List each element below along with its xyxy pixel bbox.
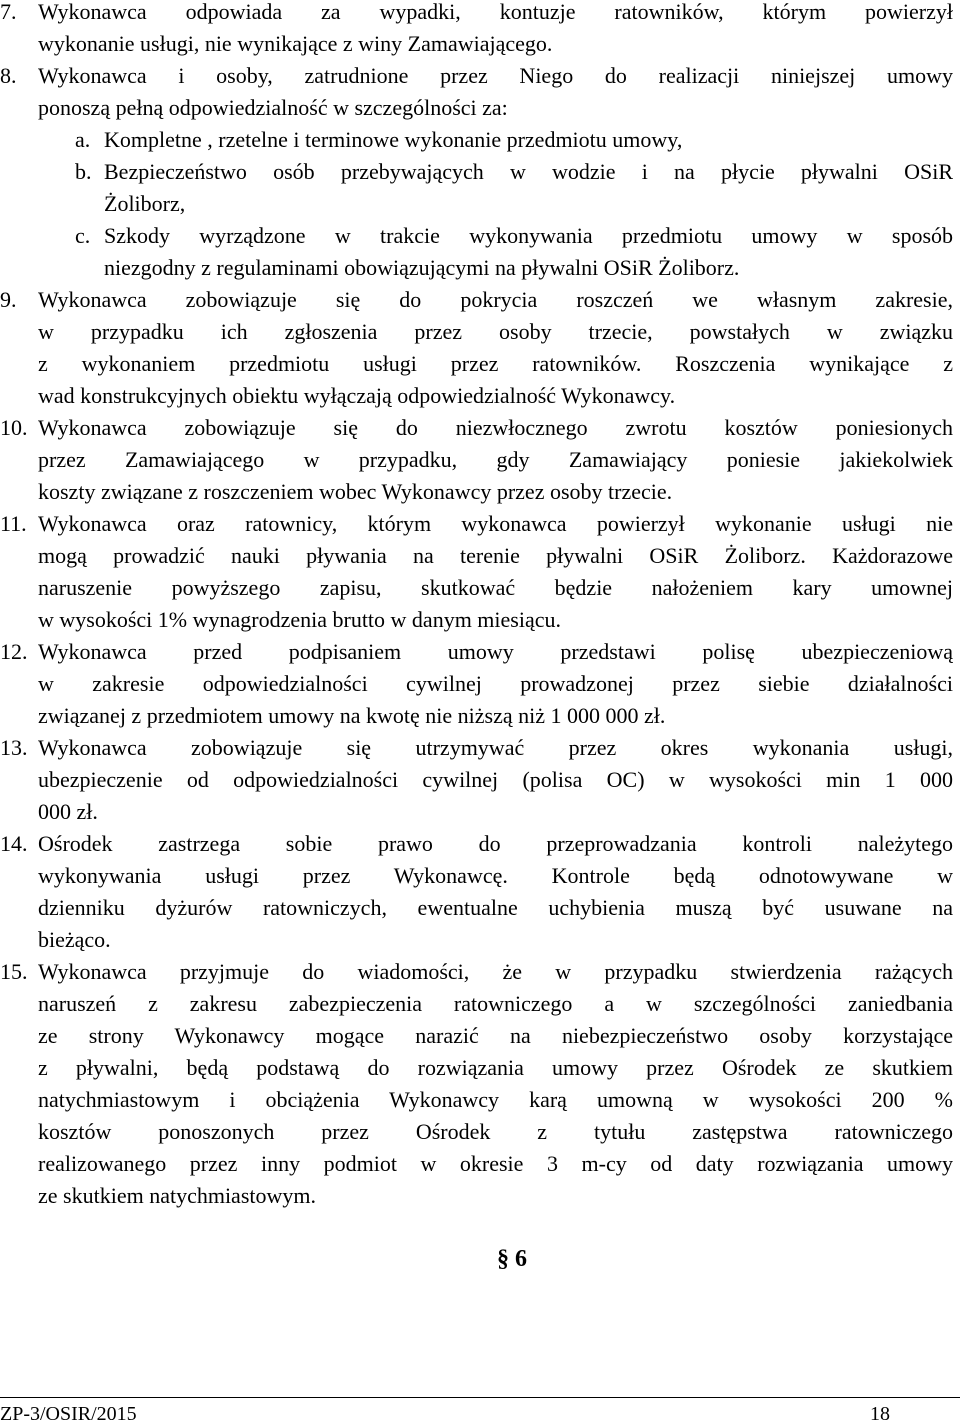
item-text-line: związanej z przedmiotem umowy na kwotę nie niższą niż 1 000 000 zł. — [38, 703, 666, 728]
item-text-line: koszty związane z roszczeniem wobec Wykonawcy przez osoby trzecie. — [38, 479, 673, 504]
item-text-line: ubezpieczenie od odpowiedzialności cywilnej (polisa OC) w wysokości min 1 000 — [38, 767, 953, 792]
item-number: 15. — [0, 959, 28, 984]
subitem-letter: c. — [75, 223, 91, 248]
footer-document-code: ZP-3/OSIR/2015 — [0, 1403, 137, 1425]
item-number: 7. — [0, 0, 17, 24]
item-text-line: w przypadku ich zgłoszenia przez osoby trzecie, powstałych w związku — [38, 319, 953, 344]
item-text-line: naruszeń z zakresu zabezpieczenia ratowniczego a w szczególności zaniedbania — [38, 991, 953, 1016]
item-text-line: Wykonawca i osoby, zatrudnione przez Niego do realizacji niniejszej umowy — [38, 63, 953, 88]
item-text-line: z pływalni, będą podstawą do rozwiązania umowy przez Ośrodek ze skutkiem — [38, 1055, 953, 1080]
item-number: 14. — [0, 831, 28, 856]
item-text-line: ponoszą pełną odpowiedzialność w szczególności za: — [38, 95, 508, 120]
item-text-line: Wykonawca zobowiązuje się do pokrycia roszczeń we własnym zakresie, — [38, 287, 953, 312]
subitem-text-line: Bezpieczeństwo osób przebywających w wodzie i na płycie pływalni OSiR — [104, 159, 953, 184]
item-number: 13. — [0, 735, 28, 760]
item-text-line: ze skutkiem natychmiastowym. — [38, 1183, 316, 1208]
item-text-line: wykonywania usługi przez Wykonawcę. Kontrole będą odnotowywane w — [38, 863, 953, 888]
item-text-line: wykonanie usługi, nie wynikające z winy Zamawiającego. — [38, 31, 553, 56]
footer-page-number: 18 — [870, 1403, 890, 1425]
item-text-line: wad konstrukcyjnych obiektu wyłączają odpowiedzialność Wykonawcy. — [38, 383, 676, 408]
item-text-line: Wykonawca zobowiązuje się utrzymywać przez okres wykonania usługi, — [38, 735, 953, 760]
item-number: 8. — [0, 63, 17, 88]
subitem-text-line: niezgodny z regulaminami obowiązującymi na pływalni OSiR Żoliborz. — [104, 255, 740, 280]
item-text-line: naruszenie powyższego zapisu, skutkować będzie nałożeniem kary umownej — [38, 575, 953, 600]
subitem-text-line: Szkody wyrządzone w trakcie wykonywania przedmiotu umowy w sposób — [104, 223, 953, 248]
subitem-text-line: Kompletne , rzetelne i terminowe wykonanie przedmiotu umowy, — [104, 127, 683, 152]
item-text-line: 000 zł. — [38, 799, 98, 824]
subitem-letter: b. — [75, 159, 92, 184]
item-text-line: Wykonawca odpowiada za wypadki, kontuzje ratowników, którym powierzył — [38, 0, 953, 24]
footer-divider — [0, 1397, 960, 1398]
item-text-line: kosztów ponoszonych przez Ośrodek z tytułu zastępstwa ratowniczego — [38, 1119, 953, 1144]
item-text-line: przez Zamawiającego w przypadku, gdy Zamawiający poniesie jakiekolwiek — [38, 447, 953, 472]
item-number: 10. — [0, 415, 28, 440]
item-text-line: natychmiastowym i obciążenia Wykonawcy karą umowną w wysokości 200 % — [38, 1087, 953, 1112]
item-text-line: Wykonawca przyjmuje do wiadomości, że w przypadku stwierdzenia rażących — [38, 959, 953, 984]
section-heading: § 6 — [497, 1246, 527, 1272]
subitem-letter: a. — [75, 127, 91, 152]
item-text-line: realizowanego przez inny podmiot w okresie 3 m-cy od daty rozwiązania umowy — [38, 1151, 953, 1176]
item-text-line: bieżąco. — [38, 927, 111, 952]
item-number: 12. — [0, 639, 28, 664]
item-text-line: dzienniku dyżurów ratowniczych, ewentualne uchybienia muszą być usuwane na — [38, 895, 953, 920]
item-text-line: Ośrodek zastrzega sobie prawo do przeprowadzania kontroli należytego — [38, 831, 953, 856]
item-text-line: w wysokości 1% wynagrodzenia brutto w danym miesiącu. — [38, 607, 561, 632]
item-text-line: Wykonawca zobowiązuje się do niezwłocznego zwrotu kosztów poniesionych — [38, 415, 953, 440]
item-text-line: ze strony Wykonawcy mogące narazić na niebezpieczeństwo osoby korzystające — [38, 1023, 953, 1048]
item-text-line: Wykonawca przed podpisaniem umowy przedstawi polisę ubezpieczeniową — [38, 639, 953, 664]
item-text-line: z wykonaniem przedmiotu usługi przez ratowników. Roszczenia wynikające z — [38, 351, 953, 376]
item-text-line: w zakresie odpowiedzialności cywilnej prowadzonej przez siebie działalności — [38, 671, 953, 696]
item-number: 9. — [0, 287, 17, 312]
subitem-text-line: Żoliborz, — [104, 191, 186, 216]
item-text-line: mogą prowadzić nauki pływania na terenie pływalni OSiR Żoliborz. Każdorazowe — [38, 543, 953, 568]
item-text-line: Wykonawca oraz ratownicy, którym wykonawca powierzył wykonanie usługi nie — [38, 511, 953, 536]
item-number: 11. — [0, 511, 27, 536]
